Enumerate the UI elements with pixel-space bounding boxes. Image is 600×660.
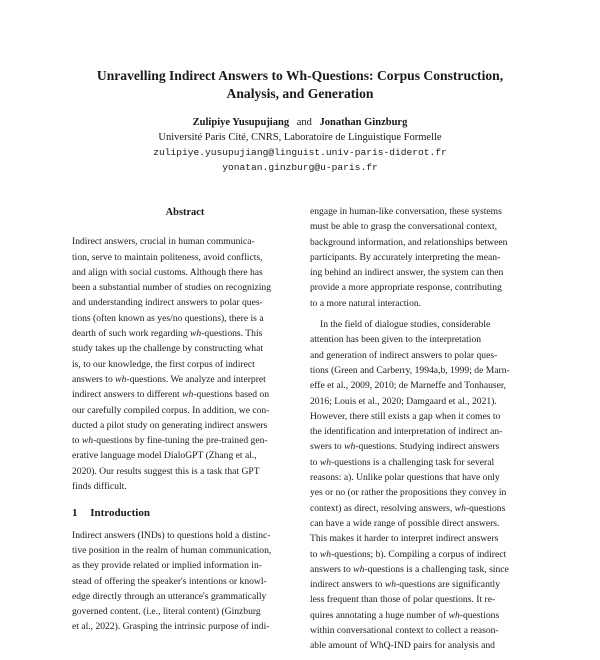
body-line: This makes it harder to interpret indirect answers (310, 533, 499, 545)
abstract-line: Indirect answers, crucial in human communica- (72, 236, 255, 248)
right-paragraph-2 (310, 317, 534, 654)
body-line: answers to wh-questions is a challenging task, since (310, 563, 509, 575)
abstract-line: tions (often known as yes/no questions), there is a (72, 312, 264, 324)
author-1: Zulipiye Yusupujiang (192, 117, 290, 128)
abstract-line: indirect answers to different wh-questions based on (72, 389, 270, 401)
introduction-body (72, 528, 298, 635)
body-line: able amount of WhQ-IND pairs for analysis and (310, 640, 495, 652)
right-column (310, 204, 534, 660)
affiliation: Université Paris Cité, CNRS, Laboratoire de Linguistique Formelle (158, 131, 442, 143)
body-line: reasons: a). Unlike polar questions that have only (310, 472, 500, 484)
intro-line: edge directly through an utterance's grammatically (72, 590, 267, 602)
abstract-heading: Abstract (165, 207, 205, 218)
intro-line: et al., 2022). Grasping the intrinsic purpose of indi- (72, 621, 270, 633)
left-column (72, 200, 298, 635)
section-number: 1 (72, 507, 78, 520)
body-line: the identification and interpretation of indirect an- (310, 426, 503, 438)
title-line-2: Analysis, and Generation (226, 86, 374, 101)
body-line: background information, and relationships between (310, 236, 508, 248)
body-line: to a more natural interaction. (310, 297, 422, 309)
section-heading-introduction (72, 506, 298, 521)
right-paragraph-1 (310, 204, 534, 311)
abstract-line: dearth of such work regarding wh-questions. This (72, 328, 263, 340)
abstract-body (72, 234, 298, 494)
body-line: 2016; Louis et al., 2020; Damgaard et al., 2021). (310, 395, 497, 407)
author-block (60, 116, 540, 175)
abstract-line: ducted a pilot study on generating indirect answers (72, 419, 268, 431)
body-line: context) as direct, resolving answers, wh-questions (310, 502, 506, 514)
intro-line: stead of offering the speaker's intentions or knowl- (72, 575, 267, 587)
abstract-line: and understanding indirect answers to polar ques- (72, 297, 263, 309)
body-line: less frequent than those of polar questions. It re- (310, 594, 496, 606)
body-line: within conversational context to collect a reason- (310, 625, 499, 637)
abstract-line: and align with social customs. Although there has (72, 266, 263, 278)
abstract-line: study takes up the challenge by constructing what (72, 343, 264, 355)
body-line: However, there still exists a gap when it comes to (310, 410, 501, 422)
abstract-line: 2020). Our results suggest this is a task that GPT (72, 465, 260, 477)
body-line: ing behind an indirect answer, the system can then (310, 267, 504, 279)
abstract-line: been a substantial number of studies on recognizing (72, 282, 272, 294)
abstract-line: to wh-questions by fine-tuning the pre-trained gen- (72, 435, 268, 447)
body-line: yes or no (or rather the propositions they convey in (310, 487, 507, 499)
email-1: zulipiye.yusupujiang@linguist.univ-paris-diderot.fr (153, 147, 447, 158)
abstract-line: our carefully compiled corpus. In addition, we con- (72, 404, 270, 416)
body-line: tions (Green and Carberry, 1994a,b, 1999; de Marn- (310, 364, 510, 376)
intro-line: Indirect answers (INDs) to questions hold a distinc- (72, 529, 271, 541)
section-title: Introduction (90, 507, 150, 520)
title-line-1: Unravelling Indirect Answers to Wh-Questions: Corpus Construction, (96, 68, 504, 83)
intro-line: governed content. (i.e., literal content) (Ginzburg (72, 606, 261, 618)
body-line: and generation of indirect answers to polar ques- (310, 349, 498, 361)
body-line: to wh-questions is a challenging task for several (310, 456, 495, 468)
body-line: participants. By accurately interpreting the mean- (310, 251, 501, 263)
body-line: In the field of dialogue studies, considerable (320, 319, 491, 331)
body-line: indirect answers to wh-questions are significantly (310, 579, 500, 591)
body-line: to wh-questions; b). Compiling a corpus of indirect (310, 548, 507, 560)
intro-line: as they provide related or implied information in- (72, 560, 262, 572)
body-line: effe et al., 2009, 2010; de Marneffe and Tonhauser, (310, 380, 507, 392)
abstract-line: is, to our knowledge, the first corpus of indirect (72, 358, 255, 370)
paper-title (60, 67, 540, 103)
body-line: provide a more appropriate response, contributing (310, 282, 502, 294)
body-line: must be able to grasp the conversational context, (310, 221, 498, 233)
author-names (60, 116, 540, 131)
body-line: attention has been given to the interpretation (310, 334, 482, 346)
body-line: swers to wh-questions. Studying indirect answers (310, 441, 500, 453)
abstract-line: answers to wh-questions. We analyze and interpret (72, 373, 266, 385)
body-line: quires annotating a huge number of wh-questions (310, 609, 500, 621)
abstract-line: tion, serve to maintain politeness, avoid conflicts, (72, 251, 263, 263)
body-line: can have a wide range of possible direct answers. (310, 517, 500, 529)
author-conjunction: and (296, 117, 312, 128)
abstract-line: finds difficult. (72, 481, 127, 493)
author-2: Jonathan Ginzburg (319, 117, 408, 128)
abstract-line: erative language model DialoGPT (Zhang et al., (72, 450, 257, 462)
body-line: engage in human-like conversation, these systems (310, 206, 502, 217)
intro-line: tive position in the realm of human communication, (72, 544, 272, 556)
email-2: yonatan.ginzburg@u-paris.fr (222, 162, 378, 173)
